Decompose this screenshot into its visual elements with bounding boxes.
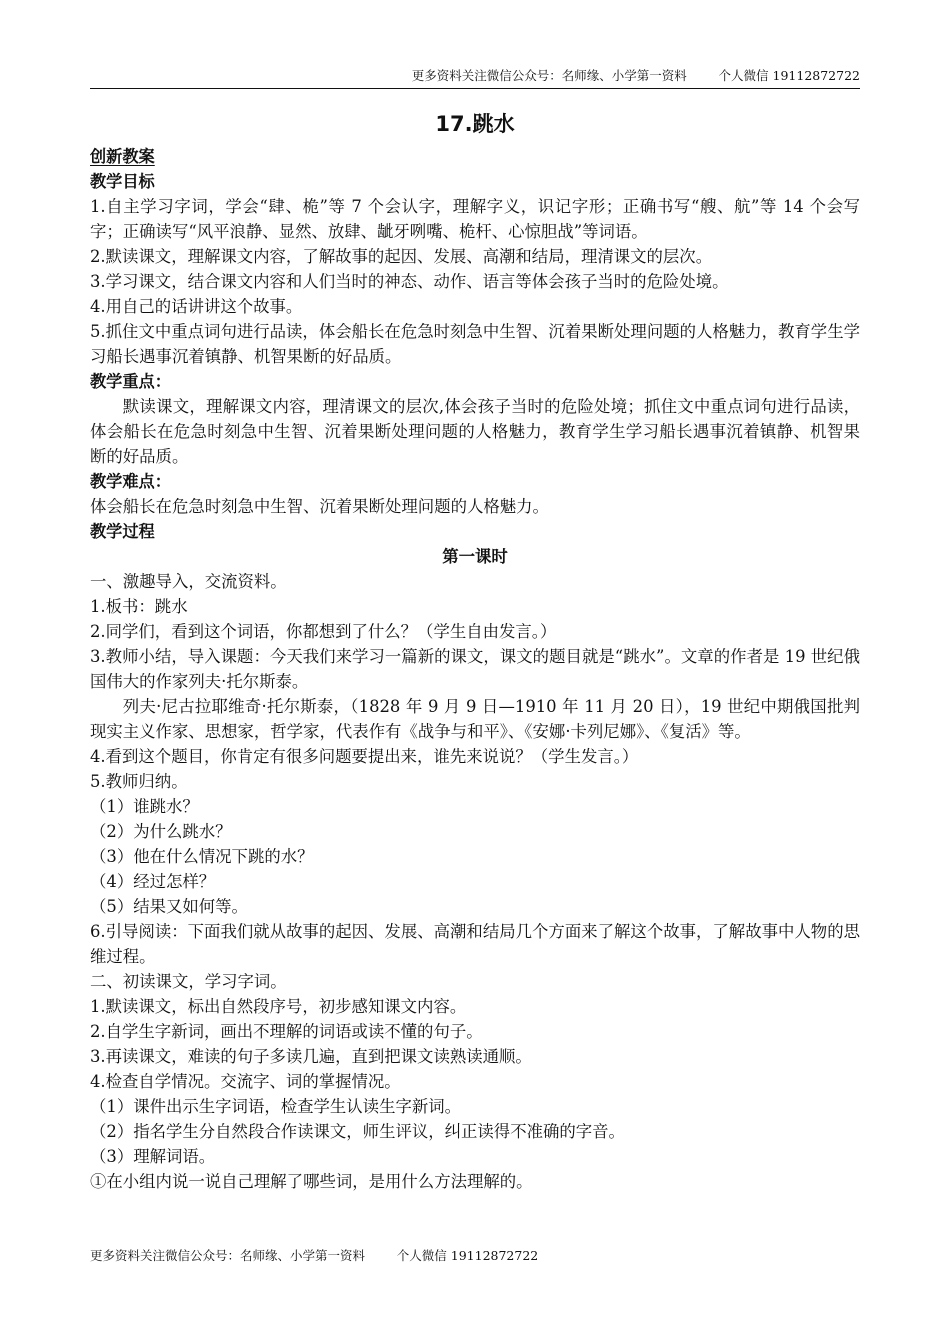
header-rule <box>90 88 860 89</box>
question-3: （3）他在什么情况下跳的水？ <box>90 847 314 866</box>
key-points-text: 默读课文，理解课文内容，理清课文的层次,体会孩子当时的危险处境；抓住文中重点词句进行品读，体会船长在危急时刻急中生智、沉着果断处理问题的人格魅力，教育学生学习船长遇事沉着镇静、机智果断的好品质。 <box>90 397 860 466</box>
difficulty-text: 体会船长在危急时刻急中生智、沉着果断处理问题的人格魅力。 <box>90 497 549 516</box>
section-label: 创新教案 <box>90 147 155 166</box>
part1-line-3: 3.教师小结，导入课题：今天我们来学习一篇新的课文，课文的题目就是“跳水”。文章的作者是 19 世纪俄国伟大的作家列夫·托尔斯泰。 <box>90 647 860 691</box>
part2-line-1: 1.默读课文，标出自然段序号，初步感知课文内容。 <box>90 997 467 1016</box>
goal-item-1: 1.自主学习字词，学会“肆、桅”等 7 个会认字，理解字义，识记字形；正确书写“艘、航”等 14 个会写字；正确读写“风平浪静、显然、放肆、龇牙咧嘴、桅杆、心惊胆战”等词语。 <box>90 197 860 241</box>
document-body <box>90 104 860 1194</box>
part2-sub-3: （3）理解词语。 <box>90 1147 216 1166</box>
key-points-heading: 教学重点： <box>90 372 171 391</box>
part2-line-4: 4.检查自学情况。交流字、词的掌握情况。 <box>90 1072 401 1091</box>
difficulty-heading: 教学难点： <box>90 472 171 491</box>
part1-line-4: 4.看到这个题目，你肯定有很多问题要提出来，谁先来说说？（学生发言。） <box>90 747 639 766</box>
process-heading: 教学过程 <box>90 522 155 541</box>
part1-line-6: 6.引导阅读：下面我们就从故事的起因、发展、高潮和结局几个方面来了解这个故事，了解故事中人物的思维过程。 <box>90 922 860 966</box>
question-4: （4）经过怎样？ <box>90 872 216 891</box>
author-bio: 列夫·尼古拉耶维奇·托尔斯泰，（1828 年 9 月 9 日—1910 年 11 月 20 日），19 世纪中期俄国批判现实主义作家、思想家，哲学家，代表作有《战争与和平》、《安娜·卡列尼娜》、《复活》等。 <box>90 697 860 741</box>
document-title: 17.跳水 <box>435 112 515 136</box>
part2-line-2: 2.自学生字新词，画出不理解的词语或读不懂的句子。 <box>90 1022 483 1041</box>
page-footer: 更多资料关注微信公众号：名师缘、小学第一资料 个人微信 19112872722 <box>90 1248 539 1263</box>
question-5: （5）结果又如何等。 <box>90 897 248 916</box>
lesson-title: 第一课时 <box>442 547 508 566</box>
part2-sub-2: （2）指名学生分自然段合作读课文，师生评议，纠正读得不准确的字音。 <box>90 1122 625 1141</box>
part2-sub-1: （1）课件出示生字词语，检查学生认读生字新词。 <box>90 1097 462 1116</box>
page-header: 更多资料关注微信公众号：名师缘、小学第一资料 个人微信 19112872722 <box>411 68 860 83</box>
part1-line-2: 2.同学们，看到这个词语，你都想到了什么？（学生自由发言。） <box>90 622 557 641</box>
goal-item-4: 4.用自己的话讲讲这个故事。 <box>90 297 303 316</box>
goals-heading: 教学目标 <box>90 172 155 191</box>
goal-item-5: 5.抓住文中重点词句进行品读，体会船长在危急时刻急中生智、沉着果断处理问题的人格魅力，教育学生学习船长遇事沉着镇静、机智果断的好品质。 <box>90 322 860 366</box>
goal-item-2: 2.默读课文，理解课文内容，了解故事的起因、发展、高潮和结局，理清课文的层次。 <box>90 247 713 266</box>
question-2: （2）为什么跳水？ <box>90 822 232 841</box>
goal-item-3: 3.学习课文，结合课文内容和人们当时的神态、动作、语言等体会孩子当时的危险处境。 <box>90 272 729 291</box>
part1-line-5: 5.教师归纳。 <box>90 772 188 791</box>
part1-heading: 一、激趣导入，交流资料。 <box>90 572 287 591</box>
part2-line-3: 3.再读课文，难读的句子多读几遍，直到把课文读熟读通顺。 <box>90 1047 532 1066</box>
part2-circle-1: ①在小组内说一说自己理解了哪些词，是用什么方法理解的。 <box>90 1172 533 1191</box>
part2-heading: 二、初读课文，学习字词。 <box>90 972 287 991</box>
question-1: （1）谁跳水？ <box>90 797 199 816</box>
part1-line-1: 1.板书：跳水 <box>90 597 188 616</box>
